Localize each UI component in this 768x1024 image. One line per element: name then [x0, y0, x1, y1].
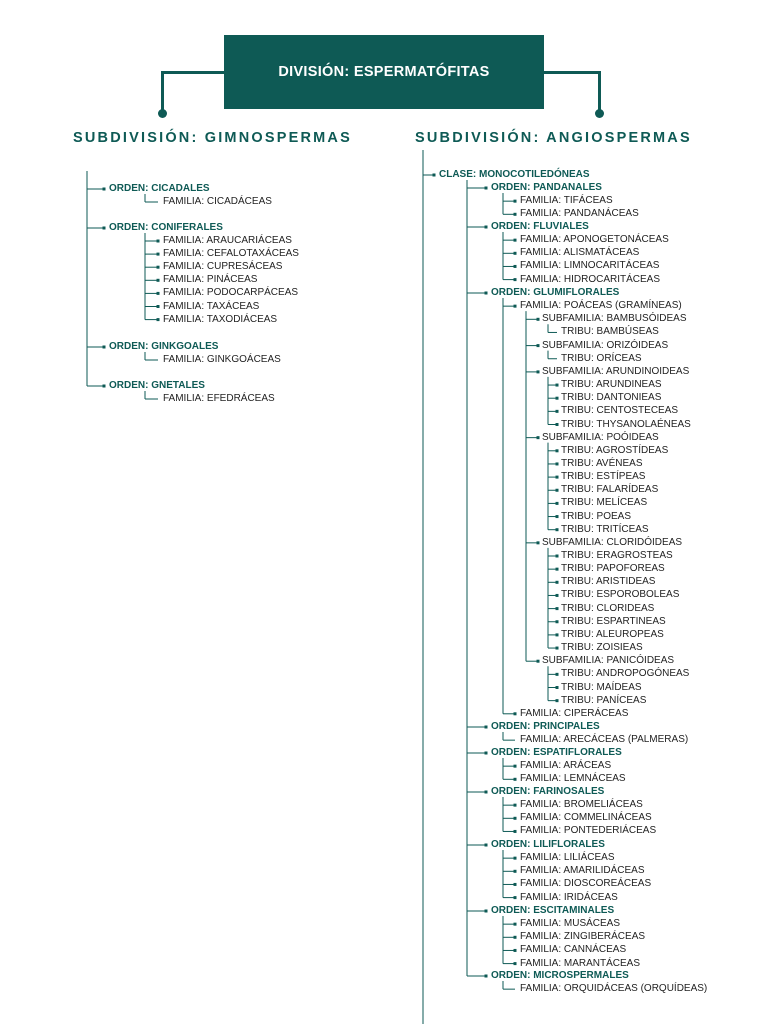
familia-label: FAMILIA: HIDROCARITÁCEAS — [520, 273, 661, 285]
tribu-label: TRIBU: ARISTIDEAS — [561, 576, 656, 588]
familia-label: FAMILIA: ARECÁCEAS (PALMERAS) — [520, 734, 689, 746]
familia-label: FAMILIA: MUSÁCEAS — [520, 918, 621, 930]
familia-label: FAMILIA: CICADÁCEAS — [163, 196, 272, 207]
familia-label: FAMILIA: PODOCARPÁCEAS — [163, 287, 299, 299]
orden-label: ORDEN: CONIFERALES — [109, 222, 223, 233]
familia-label: FAMILIA: DIOSCOREÁCEAS — [520, 878, 652, 890]
orden-label: ORDEN: GINKGOALES — [109, 341, 219, 352]
orden-label: ORDEN: GNETALES — [109, 380, 205, 391]
tribu-label: TRIBU: ZOISIEAS — [561, 642, 643, 654]
familia-label: FAMILIA: LILIÁCEAS — [520, 852, 615, 864]
subdivision-title-angiospermas: SUBDIVISIÓN: ANGIOSPERMAS — [415, 130, 692, 146]
familia-label: FAMILIA: ARÁCEAS — [520, 760, 612, 772]
familia-label: FAMILIA: ORQUIDÁCEAS (ORQUÍDEAS) — [520, 983, 708, 995]
orden-label: ORDEN: CICADALES — [109, 183, 210, 194]
tribu-label: TRIBU: ESTÍPEAS — [561, 471, 646, 483]
subfamilia-label: SUBFAMILIA: PANICÓIDEAS — [542, 655, 675, 667]
tribu-label: TRIBU: PAPOFOREAS — [561, 563, 665, 575]
subfamilia-label: SUBFAMILIA: ARUNDINOIDEAS — [542, 365, 690, 377]
tribu-label: TRIBU: DANTONIEAS — [561, 392, 662, 404]
subfamilia-label: SUBFAMILIA: BAMBUSÓIDEAS — [542, 313, 687, 325]
subfamilia-label: SUBFAMILIA: ORIZÓIDEAS — [542, 339, 669, 351]
familia-label: FAMILIA: APONOGETONÁCEAS — [520, 234, 669, 246]
tribu-label: TRIBU: BAMBÚSEAS — [561, 326, 659, 338]
orden-label: ORDEN: PANDANALES — [491, 182, 602, 193]
familia-label: FAMILIA: CUPRESÁCEAS — [163, 261, 283, 273]
tribu-label: TRIBU: CENTOSTECEAS — [561, 405, 679, 417]
orden-label: ORDEN: FLUVIALES — [491, 221, 589, 232]
familia-label: FAMILIA: IRIDÁCEAS — [520, 891, 618, 903]
familia-label: FAMILIA: GINKGOÁCEAS — [163, 354, 281, 365]
orden-label: ORDEN: GLUMIFLORALES — [491, 287, 620, 298]
orden-label: ORDEN: FARINOSALES — [491, 786, 605, 797]
orden-label: ORDEN: MICROSPERMALES — [491, 970, 629, 981]
familia-label: FAMILIA: AMARILIDÁCEAS — [520, 865, 645, 877]
familia-label: FAMILIA: TIFÁCEAS — [520, 195, 613, 207]
tribu-label: TRIBU: ESPOROBOLEAS — [561, 589, 680, 601]
tribu-label: TRIBU: AGROSTÍDEAS — [561, 444, 669, 456]
familia-label: FAMILIA: PINÁCEAS — [163, 274, 258, 286]
tribu-label: TRIBU: ARUNDINEAS — [561, 379, 662, 391]
familia-label: FAMILIA: TAXODIÁCEAS — [163, 313, 278, 325]
tribu-label: TRIBU: CLORIDEAS — [561, 602, 655, 614]
familia-label: FAMILIA: PANDANÁCEAS — [520, 208, 639, 220]
familia-label: FAMILIA: CIPERÁCEAS — [520, 707, 629, 719]
tribu-label: TRIBU: POEAS — [561, 510, 632, 522]
familia-label: FAMILIA: LIMNOCARITÁCEAS — [520, 260, 660, 272]
tribu-label: TRIBU: PANÍCEAS — [561, 694, 647, 706]
orden-label: ORDEN: ESPATIFLORALES — [491, 747, 622, 758]
familia-label: FAMILIA: COMMELINÁCEAS — [520, 812, 652, 824]
tribu-label: TRIBU: TRITÍCEAS — [561, 523, 649, 535]
familia-label: FAMILIA: POÁCEAS (GRAMÍNEAS) — [520, 300, 682, 312]
familia-label: FAMILIA: BROMELIÁCEAS — [520, 799, 643, 811]
tribu-label: TRIBU: FALARÍDEAS — [561, 484, 659, 496]
subfamilia-label: SUBFAMILIA: POÓIDEAS — [542, 431, 659, 443]
tribu-label: TRIBU: MELÍCEAS — [561, 497, 648, 509]
subdivision-title-gimnospermas: SUBDIVISIÓN: GIMNOSPERMAS — [73, 130, 352, 146]
familia-label: FAMILIA: TAXÁCEAS — [163, 300, 260, 312]
tribu-label: TRIBU: ORÍCEAS — [561, 352, 642, 364]
clase-label: CLASE: MONOCOTILEDÓNEAS — [439, 169, 590, 180]
familia-label: FAMILIA: LEMNÁCEAS — [520, 773, 626, 785]
familia-label: FAMILIA: MARANTÁCEAS — [520, 957, 641, 969]
subfamilia-label: SUBFAMILIA: CLORIDÓIDEAS — [542, 536, 683, 548]
tribu-label: TRIBU: MAÍDEAS — [561, 681, 642, 693]
orden-label: ORDEN: PRINCIPALES — [491, 721, 600, 732]
orden-label: ORDEN: LILIFLORALES — [491, 839, 605, 850]
orden-label: ORDEN: ESCITAMINALES — [491, 905, 615, 916]
familia-label: FAMILIA: ALISMATÁCEAS — [520, 247, 640, 259]
familia-label: FAMILIA: CEFALOTAXÁCEAS — [163, 248, 299, 260]
tribu-label: TRIBU: THYSANOLAÉNEAS — [561, 418, 691, 430]
tribu-label: TRIBU: AVÉNEAS — [561, 457, 643, 469]
tribu-label: TRIBU: ANDROPOGÓNEAS — [561, 668, 690, 680]
familia-label: FAMILIA: CANNÁCEAS — [520, 944, 627, 956]
familia-label: FAMILIA: EFEDRÁCEAS — [163, 393, 275, 404]
tribu-label: TRIBU: ESPARTINEAS — [561, 615, 666, 627]
division-title: DIVISIÓN: ESPERMATÓFITAS — [278, 64, 490, 80]
familia-label: FAMILIA: PONTEDERIÁCEAS — [520, 825, 657, 837]
tribu-label: TRIBU: ALEUROPEAS — [561, 628, 664, 640]
familia-label: FAMILIA: ARAUCARIÁCEAS — [163, 235, 292, 246]
familia-label: FAMILIA: ZINGIBERÁCEAS — [520, 931, 646, 943]
tribu-label: TRIBU: ERAGROSTEAS — [561, 550, 673, 561]
